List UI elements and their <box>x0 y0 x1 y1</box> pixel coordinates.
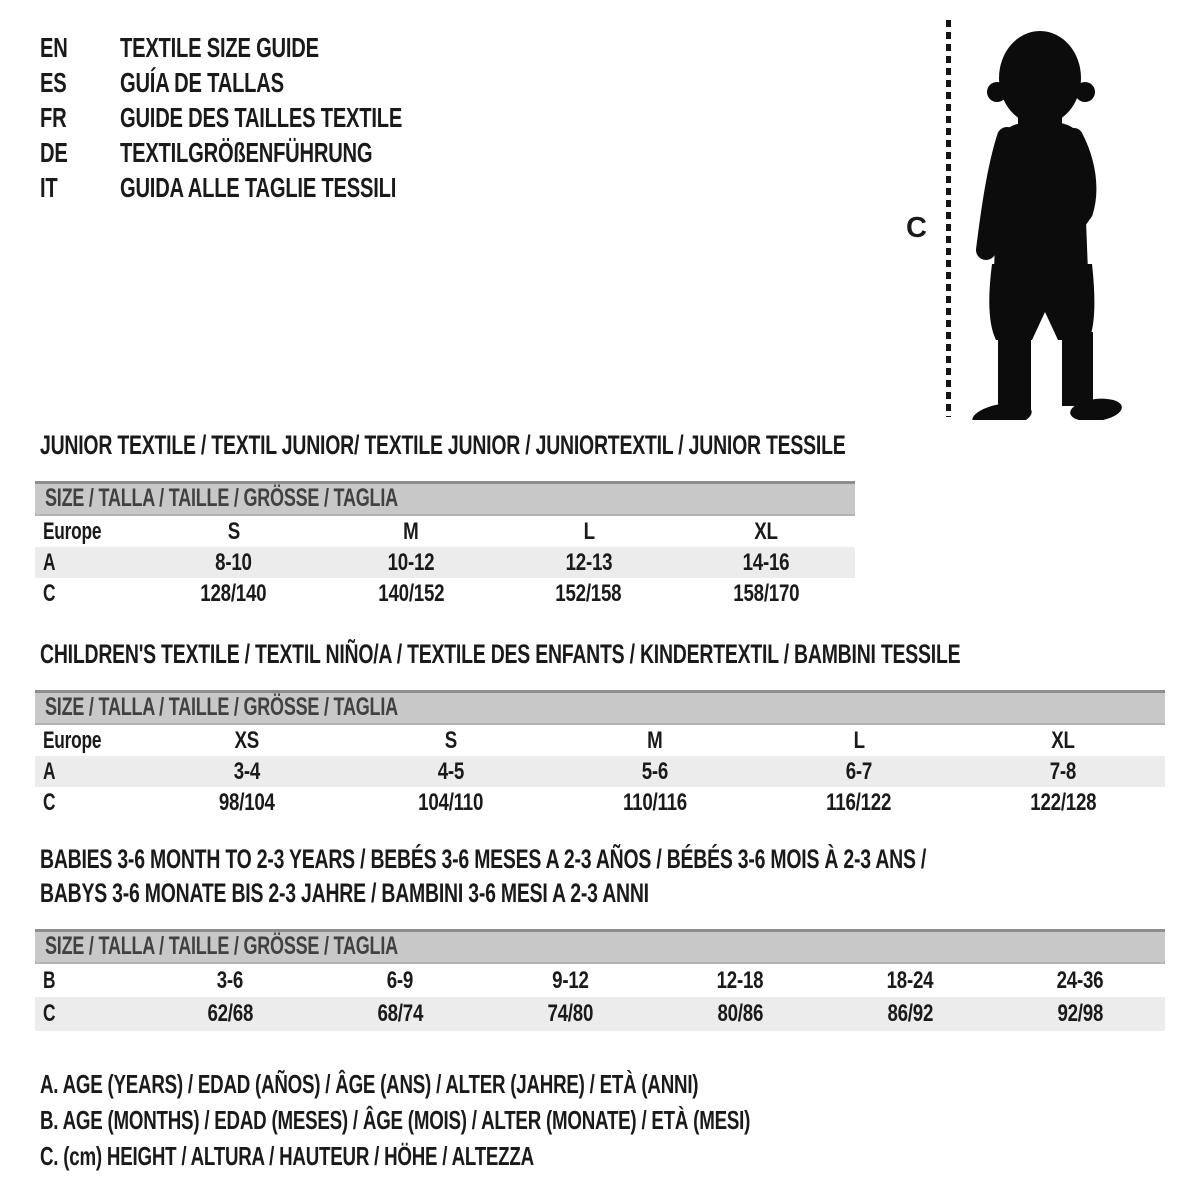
legend-line-b: B. AGE (MONTHS) / EDAD (MESES) / ÂGE (MOIS) / ALTER (MONATE) / ETÀ (MESI) <box>40 1105 751 1135</box>
size-cell: 158/170 <box>733 579 800 607</box>
size-cell: 128/140 <box>200 579 267 607</box>
column-header: S <box>227 517 240 545</box>
size-cell: 8-10 <box>215 548 253 576</box>
table-row-height <box>35 787 1165 818</box>
size-cell: 80/86 <box>717 1000 763 1027</box>
language-row-de <box>40 135 512 170</box>
guide-title-fr: GUIDE DES TAILLES TEXTILE <box>120 101 403 133</box>
size-cell: 9-12 <box>551 966 589 994</box>
size-cell: 86/92 <box>887 1000 933 1027</box>
size-cell: 6-7 <box>845 757 873 785</box>
row-label: A <box>43 548 56 576</box>
column-header: M <box>403 517 419 545</box>
height-measure-dashed-line <box>946 20 951 417</box>
column-header: L <box>583 517 595 545</box>
language-code: ES <box>40 66 67 98</box>
legend-line-a: A. AGE (YEARS) / EDAD (AÑOS) / ÂGE (ANS) / ALTER (JAHRE) / ETÀ (ANNI) <box>40 1069 699 1099</box>
column-header: L <box>853 726 865 754</box>
size-cell: 152/158 <box>555 579 622 607</box>
column-header-row <box>35 725 1165 756</box>
junior-size-table <box>35 481 855 609</box>
column-header-row <box>35 516 855 547</box>
column-header: S <box>444 726 458 754</box>
table-row-age <box>35 547 855 578</box>
babies-size-table <box>35 929 1165 1031</box>
section-title-babies-line1: BABIES 3-6 MONTH TO 2-3 YEARS / BEBÉS 3-6 MESES A 2-3 AÑOS / BÉBÉS 3-6 MOIS À 2-3 ANS / <box>40 844 927 874</box>
language-code: EN <box>40 31 68 63</box>
language-row-fr <box>40 100 512 135</box>
section-title-babies-line2: BABYS 3-6 MONATE BIS 2-3 JAHRE / BAMBINI 3-6 MESI A 2-3 ANNI <box>40 878 649 908</box>
guide-title-de: TEXTILGRÖßENFÜHRUNG <box>120 136 373 168</box>
size-cell: 140/152 <box>378 579 445 607</box>
size-cell: 3-4 <box>233 757 261 785</box>
size-header-bar: SIZE / TALLA / TAILLE / GRÖSSE / TAGLIA <box>35 929 1165 964</box>
legend-line-c: C. (cm) HEIGHT / ALTURA / HAUTEUR / HÖHE / ALTEZZA <box>40 1141 534 1171</box>
column-header: XS <box>234 726 260 754</box>
guide-title-it: GUIDA ALLE TAGLIE TESSILI <box>120 171 397 203</box>
table-row-age <box>35 756 1165 787</box>
column-header: XL <box>1051 726 1075 754</box>
size-cell: 14-16 <box>742 548 790 576</box>
guide-title-en: TEXTILE SIZE GUIDE <box>120 31 319 63</box>
size-cell: 68/74 <box>377 1000 423 1027</box>
column-header: M <box>647 726 663 754</box>
size-cell: 7-8 <box>1049 757 1077 785</box>
size-cell: 12-18 <box>716 966 764 994</box>
size-cell: 12-13 <box>565 548 613 576</box>
size-cell: 74/80 <box>547 1000 593 1027</box>
language-list <box>40 30 512 205</box>
measurement-legend <box>40 1066 1026 1174</box>
row-label: A <box>43 757 56 785</box>
row-label: C <box>43 1000 56 1027</box>
size-header-bar: SIZE / TALLA / TAILLE / GRÖSSE / TAGLIA <box>35 481 855 516</box>
size-cell: 5-6 <box>641 757 669 785</box>
toddler-silhouette-icon <box>960 20 1146 420</box>
size-cell: 3-6 <box>216 966 244 994</box>
region-label: Europe <box>43 726 102 754</box>
size-cell: 110/116 <box>623 788 687 816</box>
size-cell: 104/110 <box>418 788 484 816</box>
children-size-table <box>35 690 1165 818</box>
language-row-it <box>40 170 512 205</box>
size-cell: 18-24 <box>886 966 934 994</box>
height-measure-label: C <box>906 212 927 244</box>
section-title-children: CHILDREN'S TEXTILE / TEXTIL NIÑO/A / TEXTILE DES ENFANTS / KINDERTEXTIL / BAMBINI TESSILE <box>40 639 961 669</box>
size-cell: 98/104 <box>219 788 275 816</box>
size-cell: 24-36 <box>1056 966 1104 994</box>
language-code: DE <box>40 136 68 168</box>
size-cell: 122/128 <box>1029 788 1097 816</box>
guide-title-es: GUÍA DE TALLAS <box>120 66 284 98</box>
section-title-junior: JUNIOR TEXTILE / TEXTIL JUNIOR/ TEXTILE JUNIOR / JUNIORTEXTIL / JUNIOR TESSILE <box>40 430 846 460</box>
size-cell: 6-9 <box>386 966 414 994</box>
language-code: FR <box>40 101 67 133</box>
language-code: IT <box>40 171 58 203</box>
size-cell: 116/122 <box>826 788 892 816</box>
row-label: C <box>43 788 56 816</box>
row-label: C <box>43 579 56 607</box>
size-cell: 92/98 <box>1057 1000 1103 1027</box>
table-row-height <box>35 997 1165 1031</box>
row-label: B <box>43 966 56 994</box>
language-row-es <box>40 65 512 100</box>
size-cell: 10-12 <box>387 548 435 576</box>
size-header-bar: SIZE / TALLA / TAILLE / GRÖSSE / TAGLIA <box>35 690 1165 725</box>
region-label: Europe <box>43 517 102 545</box>
size-cell: 62/68 <box>207 1000 253 1027</box>
column-header: XL <box>754 517 778 545</box>
size-cell: 4-5 <box>437 757 465 785</box>
table-row-age-months <box>35 964 1165 997</box>
table-row-height <box>35 578 855 609</box>
language-row-en <box>40 30 512 65</box>
